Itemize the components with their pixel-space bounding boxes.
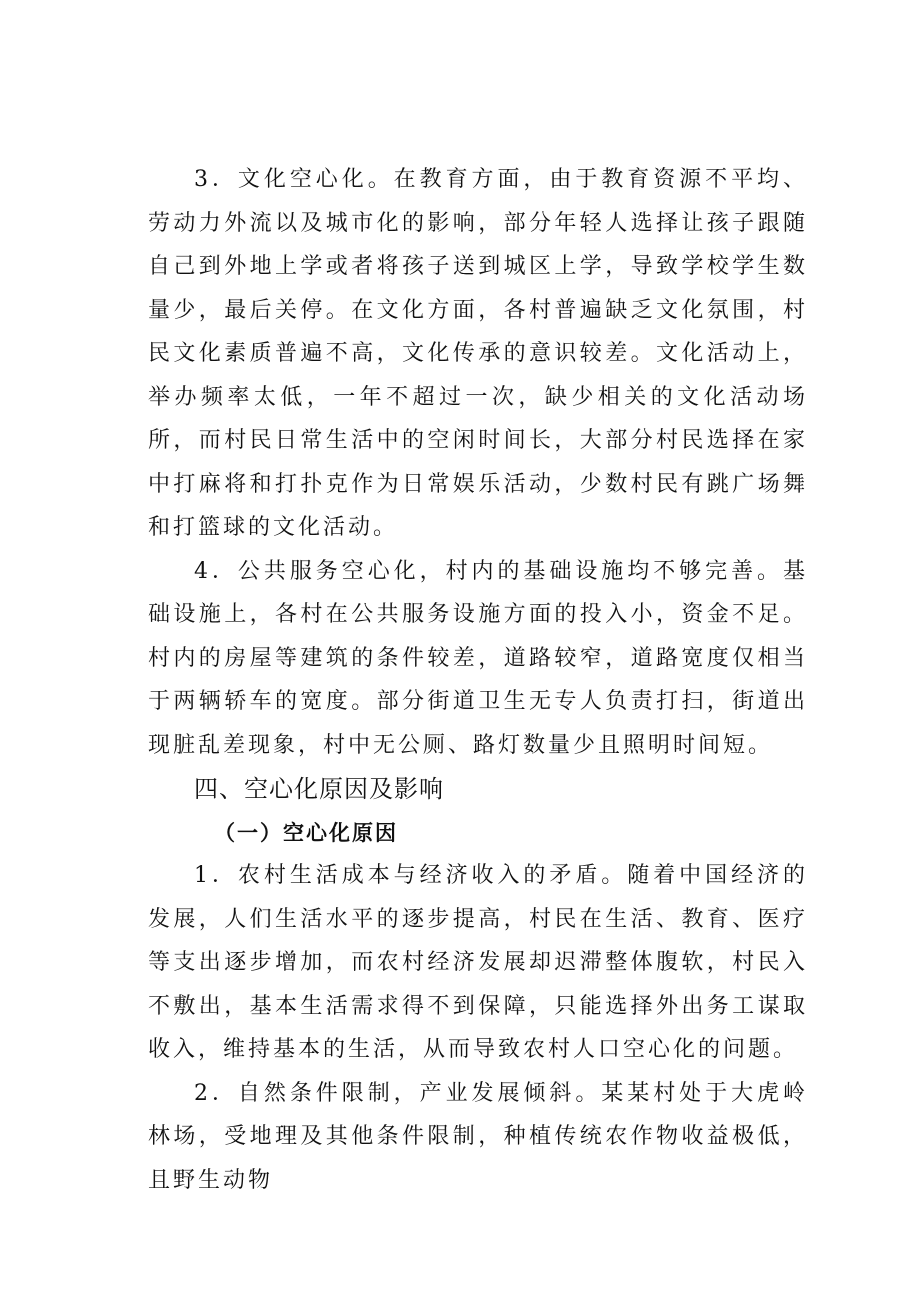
document-body: [148, 158, 808, 1202]
paragraph-cost-income-contradiction: 1．农村生活成本与经济收入的矛盾。随着中国经济的发展，人们生活水平的逐步提高，村民在生活、教育、医疗等支出逐步增加，而农村经济发展却迟滞整体腹软，村民入不敷出，基本生活需求得不到保障，只能选择外出务工谋取收入，维持基本的生活，从而导致农村人口空心化的问题。: [148, 863, 808, 1062]
paragraph-cultural-hollowing: 3．文化空心化。在教育方面，由于教育资源不平均、劳动力外流以及城市化的影响，部分年轻人选择让孩子跟随自己到外地上学或者将孩子送到城区上学，导致学校学生数量少，最后关停。在文化方面，各村普遍缺乏文化氛围，村民文化素质普遍不高，文化传承的意识较差。文化活动上，举办频率太低，一年不超过一次，缺少相关的文化活动场所，而村民日常生活中的空闲时间长，大部分村民选择在家中打麻将和打扑克作为日常娱乐活动，少数村民有跳广场舞和打篮球的文化活动。: [148, 167, 808, 540]
subsection-heading: （一）空心化原因: [214, 820, 398, 845]
section-heading: 四、空心化原因及影响: [194, 775, 444, 803]
paragraph-public-service-hollowing: 4．公共服务空心化，村内的基础设施均不够完善。基础设施上，各村在公共服务设施方面的投入小，资金不足。村内的房屋等建筑的条件较差，道路较窄，道路宽度仅相当于两辆轿车的宽度。部分街道卫生无专人负责打扫，街道出现脏乱差现象，村中无公厕、路灯数量少且照明时间短。: [148, 558, 808, 758]
paragraph-natural-conditions: 2．自然条件限制，产业发展倾斜。某某村处于大虎岭林场，受地理及其他条件限制，种植传统农作物收益极低，且野生动物: [148, 1080, 808, 1193]
